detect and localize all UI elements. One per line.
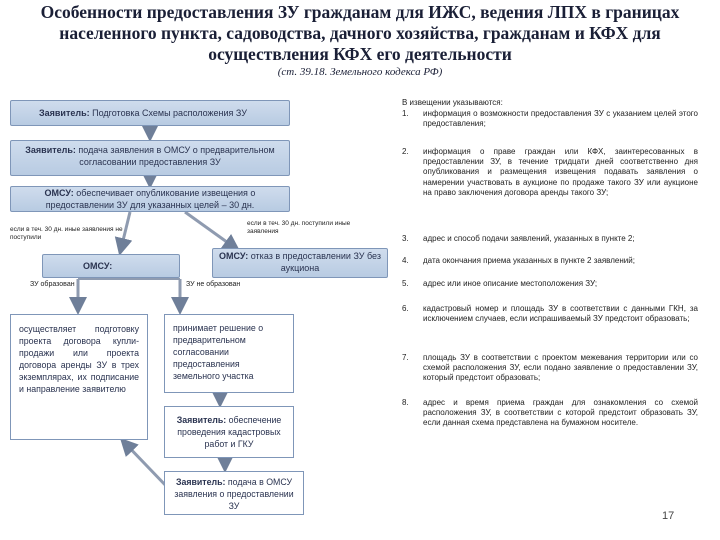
notice-item-text: кадастровый номер и площадь ЗУ в соответствии с данными ГКН, за исключением случаев, если испрашиваемый ЗУ предстоит образовать; [423, 304, 698, 324]
step-submit-provision [164, 471, 304, 515]
step-omsu [42, 254, 180, 278]
arrow-box9-box6 [122, 440, 170, 490]
notice-item-number: 7. [402, 353, 409, 362]
step-omsu-role: ОМСУ: [83, 261, 113, 271]
notice-item-number: 3. [402, 234, 409, 243]
notice-item-number: 8. [402, 398, 409, 407]
notice-item-text: информация о возможности предоставления ЗУ с указанием целей этого предоставления; [423, 109, 698, 129]
notice-item-text: дата окончания приема указанных в пункте 2 заявлений; [423, 256, 635, 265]
notice-item-text: адрес и способ подачи заявлений, указанных в пункте 2; [423, 234, 635, 243]
notice-item-text: площадь ЗУ в соответствии с проектом межевания территории или со схемой расположения ЗУ, если подано заявление о предоставлении ЗУ, который предстоит образовать; [423, 353, 698, 383]
step-prepare-contract-text: осуществляет подготовку проекта договора купли-продажи или проекта договора аренды ЗУ в трех экземплярах, их подписание и направление заявителю [19, 324, 139, 394]
step-refusal-text: отказ в предоставлении ЗУ без аукциона [248, 251, 381, 273]
step-cadastral-works-text: обеспечение проведения кадастровых работ и ГКУ [177, 415, 282, 449]
label-applications-received: если в теч. 30 дн. поступили иные заявления [247, 220, 351, 235]
notice-item-number: 6. [402, 304, 409, 313]
notice-item-number: 2. [402, 147, 409, 156]
step-submit-application-role: Заявитель: [25, 145, 76, 155]
label-no-applications: если в теч. 30 дн. иные заявления не поступили [10, 226, 123, 241]
step-prepare-contract [10, 314, 148, 440]
step-prepare-scheme-text: Подготовка Схемы расположения ЗУ [89, 108, 247, 118]
step-prepare-scheme [10, 100, 290, 126]
step-submit-application-text: подача заявления в ОМСУ о предварительном согласовании предоставления ЗУ [75, 145, 275, 167]
notice-item-text: адрес и время приема граждан для ознакомления со схемой расположения ЗУ, в соответствии с которой предстоит образовать ЗУ, если данная схема представлена на бумажном носителе. [423, 398, 698, 428]
step-refusal [212, 248, 388, 278]
step-cadastral-works-role: Заявитель: [176, 415, 227, 425]
notice-item-text: информация о праве граждан или КФХ, заинтересованных в предоставлении ЗУ, в течение тридцати дней соответственно дня опубликования и размещения извещения подавать заявления о намерении участвовать в аукционе по продаже такого ЗУ или аукционе на право заключения договора аренды такого ЗУ; [423, 147, 698, 197]
step-refusal-role: ОМСУ: [219, 251, 249, 261]
step-publish-notice-text: обеспечивает опубликование извещения о предоставлении ЗУ для указанных целей – 30 дн. [45, 188, 256, 210]
step-cadastral-works [164, 406, 294, 458]
label-plot-not-formed: ЗУ не образован [186, 281, 241, 288]
step-preliminary-approval-text: принимает решение о предварительном согласовании предоставления земельного участка [173, 323, 264, 381]
step-prepare-scheme-role: Заявитель: [39, 108, 90, 118]
page-title: Особенности предоставления ЗУ гражданам для ИЖС, ведения ЛПХ в границах населенного пункта, садоводства, дачного хозяйства, гражданам и КФХ для осуществления КФХ его деятельности [40, 2, 680, 64]
label-plot-formed: ЗУ образован [30, 281, 75, 288]
step-submit-provision-text: подача в ОМСУ заявления о предоставлении ЗУ [174, 477, 294, 511]
arrow-box3-box5 [185, 212, 238, 250]
step-publish-notice [10, 186, 290, 212]
notice-header: В извещении указываются: [402, 98, 503, 107]
step-submit-application [10, 140, 290, 176]
notice-item-number: 4. [402, 256, 409, 265]
step-publish-notice-role: ОМСУ: [44, 188, 74, 198]
step-preliminary-approval [164, 314, 294, 393]
page-subtitle: (ст. 39.18. Земельного кодекса РФ) [277, 66, 443, 78]
step-submit-provision-role: Заявитель: [175, 477, 226, 487]
notice-item-number: 1. [402, 109, 409, 118]
notice-item-number: 5. [402, 279, 409, 288]
page-number: 17 [662, 510, 675, 522]
notice-item-text: адрес или иное описание местоположения ЗУ; [423, 279, 598, 288]
